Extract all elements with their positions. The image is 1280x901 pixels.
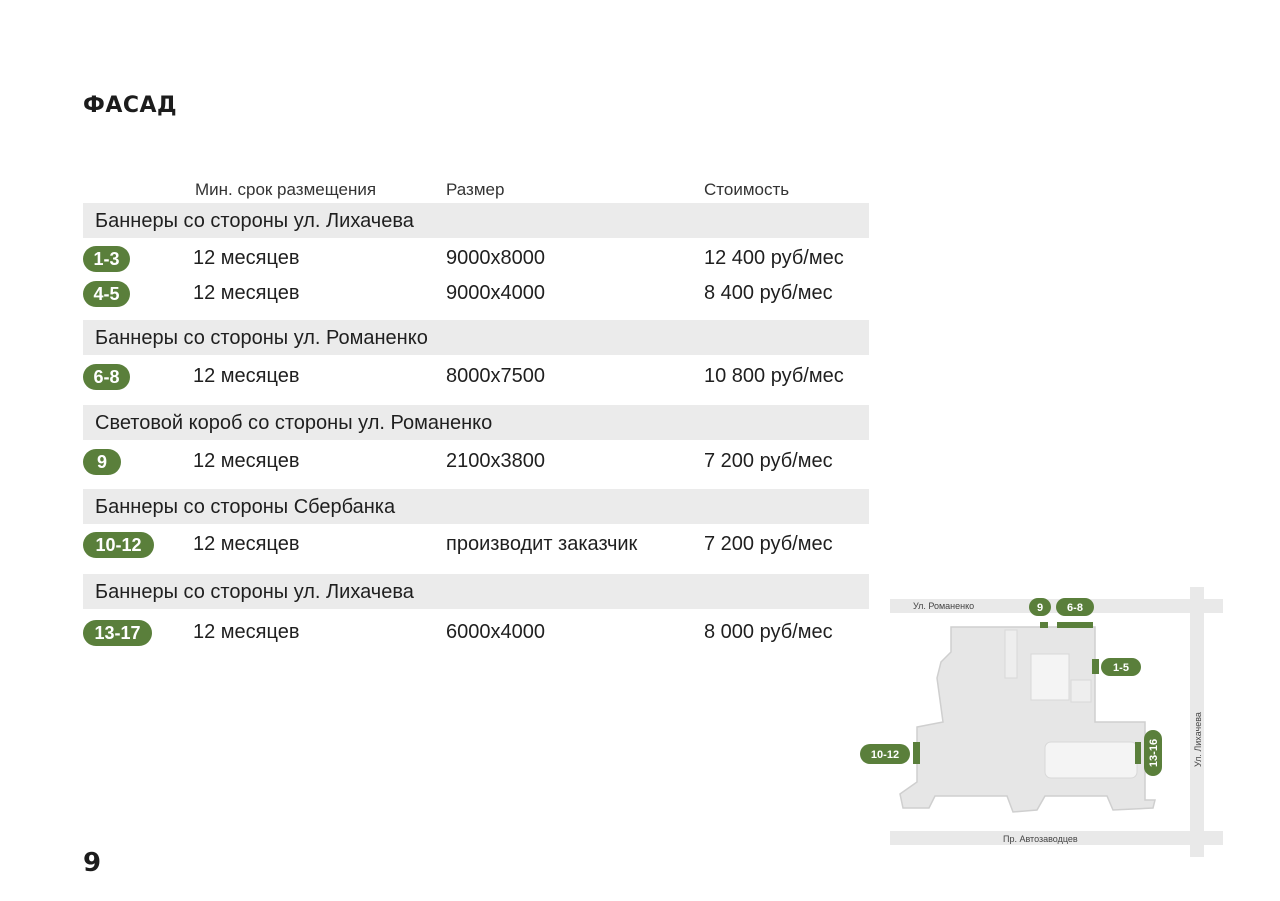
section-header: [83, 203, 869, 238]
term-cell: 12 месяцев: [193, 282, 300, 304]
section-header: [83, 574, 869, 609]
placement-badge: 13-17: [83, 620, 152, 646]
section-title: Баннеры со стороны Сбербанка: [95, 496, 396, 518]
map-marker-1-5-label: 1-5: [1113, 662, 1129, 674]
section-title: Световой короб со стороны ул. Романенко: [95, 412, 493, 434]
section-title: Баннеры со стороны ул. Романенко: [95, 327, 428, 349]
banner-6-8: [1057, 622, 1093, 628]
building-inner-block: [1031, 654, 1069, 700]
building-inner-court: [1045, 742, 1137, 778]
building-inner-strip: [1005, 630, 1017, 678]
placement-badge: 6-8: [83, 364, 130, 390]
site-map-drawing: [855, 582, 1235, 862]
section-title: Баннеры со стороны ул. Лихачева: [95, 210, 414, 232]
section-title: Баннеры со стороны ул. Лихачева: [95, 581, 414, 603]
banner-9: [1040, 622, 1048, 628]
section-header: [83, 405, 869, 440]
table-row: [0, 449, 900, 477]
column-header-price: Стоимость: [704, 180, 790, 199]
table-row: [0, 532, 900, 560]
map-marker-6-8-label: 6-8: [1067, 602, 1083, 614]
map-marker-10-12-label: 10-12: [870, 749, 900, 761]
placement-badge: 9: [83, 449, 121, 475]
banner-13-16: [1135, 742, 1141, 764]
price-cell: 8 400 руб/мес: [704, 282, 833, 304]
placement-badge: 4-5: [83, 281, 130, 307]
size-cell: производит заказчик: [446, 533, 638, 555]
term-cell: 12 месяцев: [193, 533, 300, 555]
term-cell: 12 месяцев: [193, 450, 300, 472]
term-cell: 12 месяцев: [193, 247, 300, 269]
page-number: 9: [83, 848, 102, 878]
section-header: [83, 489, 869, 524]
map-marker-13-16-label: 13-16: [1148, 738, 1160, 768]
size-cell: 6000x4000: [446, 621, 545, 643]
price-cell: 12 400 руб/мес: [704, 247, 844, 269]
building-outline: [900, 627, 1155, 812]
placement-badge: 1-3: [83, 246, 130, 272]
size-cell: 2100x3800: [446, 450, 545, 472]
size-cell: 8000x7500: [446, 365, 545, 387]
street-top-label: Ул. Романенко: [913, 601, 975, 611]
column-header-size: Размер: [446, 180, 505, 199]
size-cell: 9000x4000: [446, 282, 545, 304]
column-header-term: Мин. срок размещения: [195, 180, 377, 199]
table-row: [0, 364, 900, 392]
table-row: [0, 281, 900, 309]
section-header: [83, 320, 869, 355]
street-bottom-label: Пр. Автозаводцев: [1003, 834, 1078, 844]
price-cell: 10 800 руб/мес: [704, 365, 844, 387]
term-cell: 12 месяцев: [193, 621, 300, 643]
price-cell: 8 000 руб/мес: [704, 621, 833, 643]
page-title: ФАСАД: [83, 93, 178, 118]
site-map: [855, 582, 1235, 862]
building-inner-room: [1071, 680, 1091, 702]
banner-10-12: [913, 742, 920, 764]
size-cell: 9000x8000: [446, 247, 545, 269]
price-cell: 7 200 руб/мес: [704, 533, 833, 555]
table-row: [0, 620, 900, 648]
term-cell: 12 месяцев: [193, 365, 300, 387]
placement-badge: 10-12: [83, 532, 154, 558]
table-row: [0, 246, 900, 274]
banner-1-5: [1092, 659, 1099, 674]
map-marker-9-label: 9: [1036, 602, 1044, 614]
street-right-label: Ул. Лихачева: [1193, 712, 1203, 767]
price-cell: 7 200 руб/мес: [704, 450, 833, 472]
